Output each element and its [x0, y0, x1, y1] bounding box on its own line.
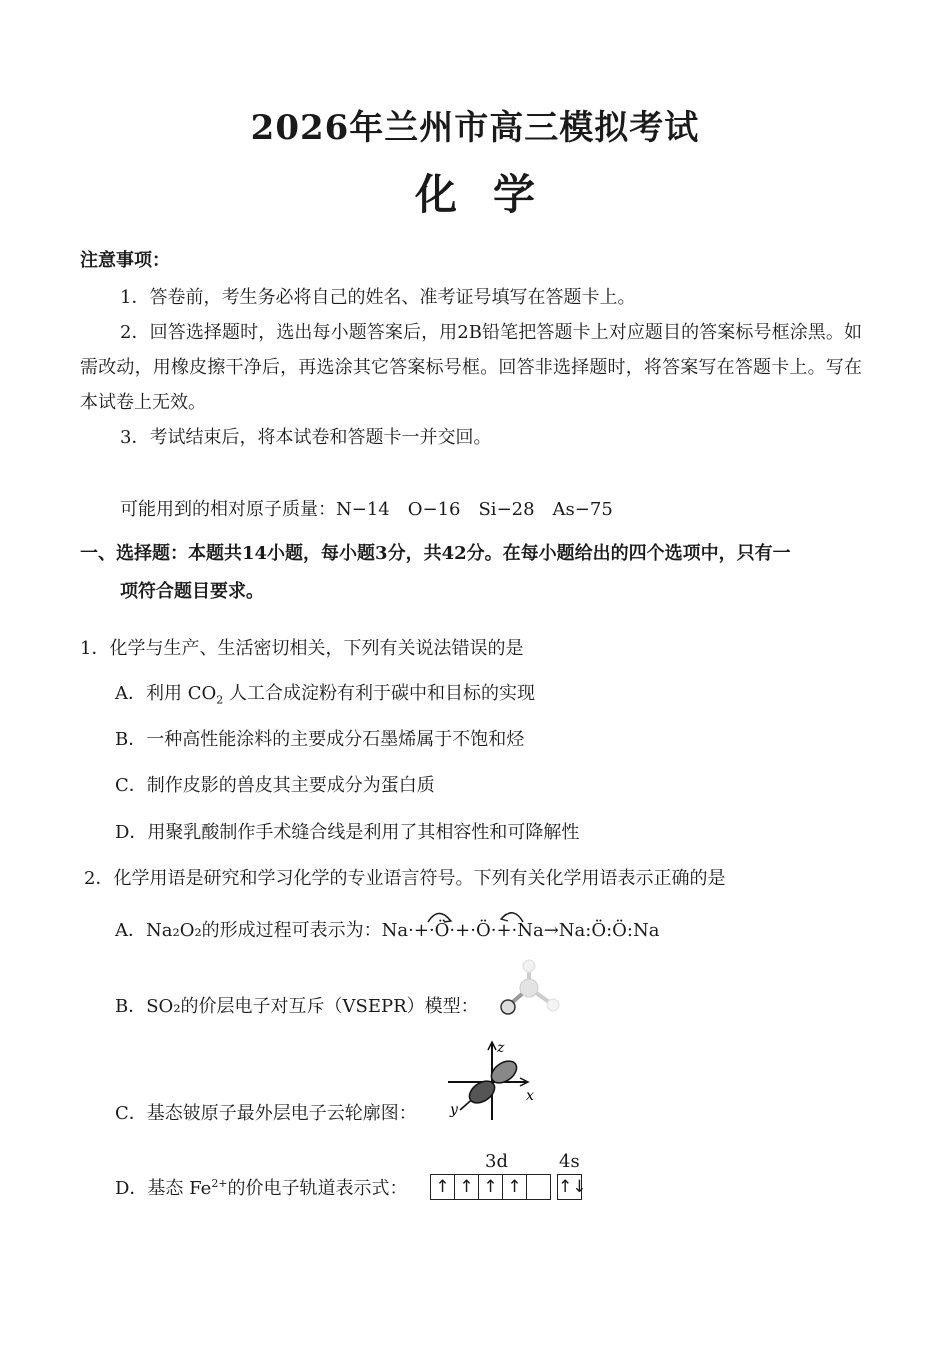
orbital-diagram-3d: [430, 1174, 551, 1200]
section1-line2: 项符合题目要求。: [120, 581, 264, 602]
be-electron-cloud-icon: [442, 1038, 542, 1128]
x-axis-label: x: [526, 1088, 534, 1104]
orbital-diagram-4s: [557, 1174, 587, 1200]
q1-stem: 1．化学与生产、生活密切相关，下列有关说法错误的是: [80, 638, 524, 659]
q2-d-pre: D．基态 Fe: [115, 1178, 212, 1199]
orbital-cell-3d-3: ↑: [479, 1175, 503, 1199]
q2-option-d: [115, 1177, 408, 1199]
orbital-label-4s: 4s: [559, 1151, 580, 1172]
orbital-cell-4s-1: ↑↓: [558, 1177, 587, 1197]
y-axis-label: y: [450, 1102, 458, 1118]
q2-a-formula: Na·+·Ö·+·Ö·+·Na→Na:Ö:Ö:Na: [381, 920, 660, 941]
q2-option-a: [115, 922, 659, 940]
orbital-cell-3d-4: ↑: [503, 1175, 527, 1199]
orbital-cell-3d-1: ↑: [431, 1175, 455, 1199]
orbital-label-3d: 3d: [485, 1151, 508, 1172]
q1-option-b: B．一种高性能涂料的主要成分石墨烯属于不饱和烃: [115, 729, 525, 750]
q2-d-sup: 2+: [211, 1177, 228, 1190]
notice-heading: 注意事项：: [80, 250, 170, 271]
notice-item-2: 2．回答选择题时，选出每小题答案后，用2B铅笔把答题卡上对应题目的答案标号框涂黑。如需改动，用橡皮擦干净后，再选涂其它答案标号框。回答非选择题时，将答案写在答题卡上。写在本试卷上无效。: [80, 322, 862, 413]
notice-item-1: 1．答卷前，考生务必将自己的姓名、准考证号填写在答题卡上。: [120, 287, 636, 308]
exam-title: 2026年兰州市高三模拟考试: [250, 108, 700, 148]
orbital-cell-3d-5: [527, 1175, 550, 1199]
q2-stem: 2．化学用语是研究和学习化学的专业语言符号。下列有关化学用语表示正确的是: [84, 868, 726, 889]
so2-vsepr-model-icon: [496, 958, 566, 1020]
q2-a-text: A．Na₂O₂的形成过程可表示为：: [115, 920, 382, 941]
q1-a-post: 人工合成淀粉有利于碳中和目标的实现: [223, 683, 535, 704]
q2-option-c: C．基态铍原子最外层电子云轮廓图：: [115, 1103, 417, 1124]
atomic-masses: 可能用到的相对原子质量：N−14 O−16 Si−28 As−75: [120, 499, 613, 520]
q1-option-c: C．制作皮影的兽皮其主要成分为蛋白质: [115, 775, 435, 796]
q2-d-post: 的价电子轨道表示式：: [227, 1178, 408, 1199]
orbital-cell-3d-2: ↑: [455, 1175, 479, 1199]
section1-line1: 一、选择题：本题共14小题，每小题3分，共42分。在每小题给出的四个选项中，只有一: [80, 543, 791, 564]
q2-option-b: B．SO₂的价层电子对互斥（VSEPR）模型：: [115, 996, 479, 1017]
q1-a-sub: 2: [216, 693, 224, 707]
q1-a-pre: A．利用 CO: [115, 683, 217, 704]
notice-item-3: 3．考试结束后，将本试卷和答题卡一并交回。: [120, 427, 492, 448]
electron-transfer-arrows-icon: [418, 904, 538, 926]
q1-option-d: D．用聚乳酸制作手术缝合线是利用了其相容性和可降解性: [115, 822, 580, 843]
z-axis-label: z: [497, 1040, 505, 1056]
q1-option-a: [115, 683, 535, 707]
subject-title: 化学: [414, 170, 571, 219]
